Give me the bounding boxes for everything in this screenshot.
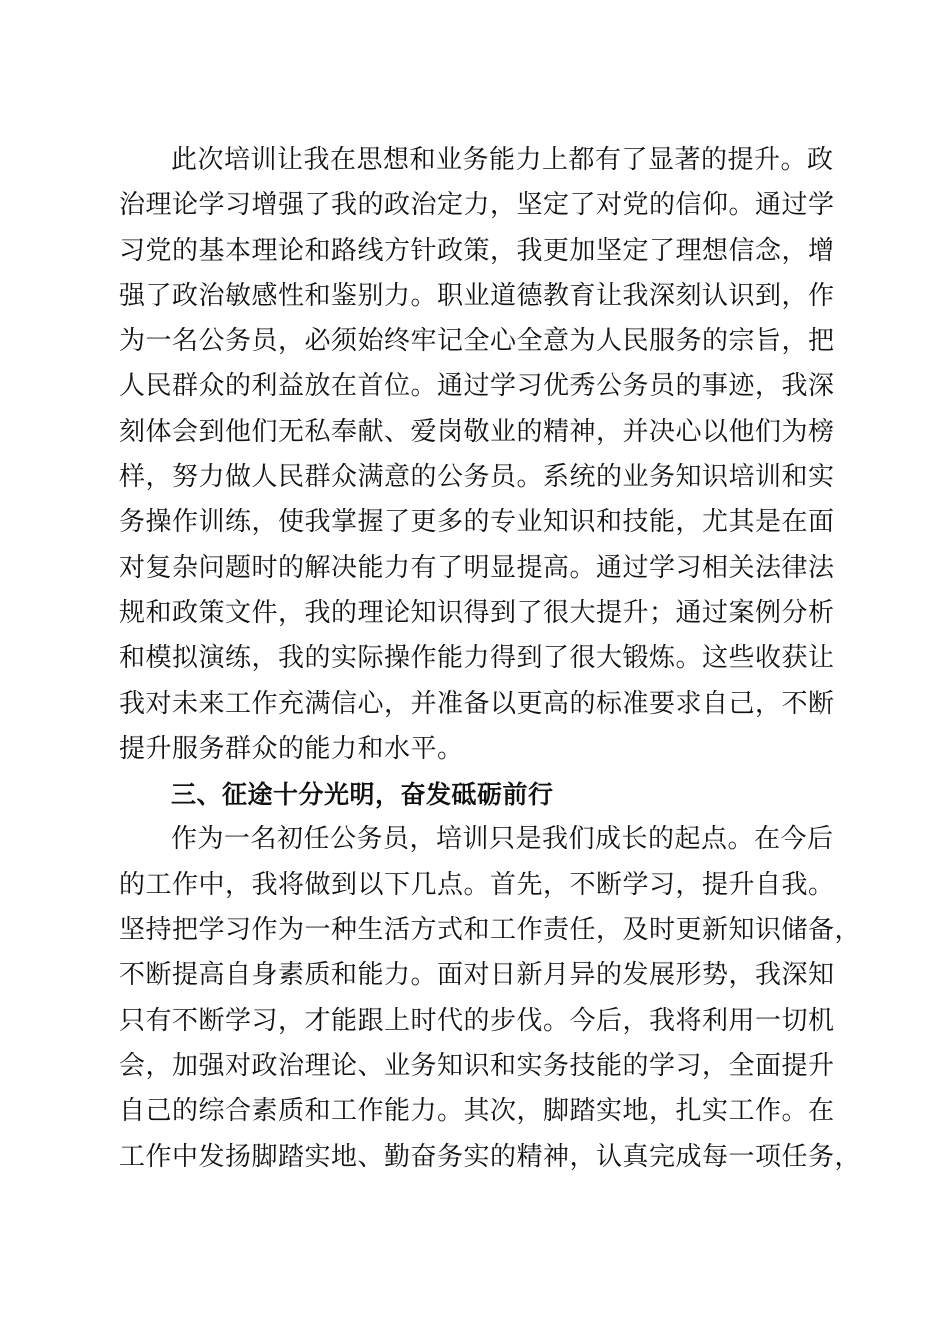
- text-line: 我对未来工作充满信心，并准备以更高的标准要求自己，不断: [119, 688, 835, 719]
- text-line: 人民群众的利益放在首位。通过学习优秀公务员的事迹，我深: [119, 371, 835, 402]
- document-body: [119, 138, 862, 1180]
- text-line: 务操作训练，使我掌握了更多的专业知识和技能，尤其是在面: [119, 507, 835, 538]
- text-line: 提升服务群众的能力和水平。: [119, 733, 464, 764]
- section-heading: 三、征途十分光明，奋发砥砺前行: [171, 780, 554, 810]
- text-line: 习党的基本理论和路线方针政策，我更加坚定了理想信念，增: [119, 235, 835, 266]
- text-line: 对复杂问题时的解决能力有了明显提高。通过学习相关法律法: [119, 552, 835, 583]
- paragraph-future-plans: [119, 817, 862, 1179]
- text-line: 此次培训让我在思想和业务能力上都有了显著的提升。政: [171, 145, 834, 175]
- text-line: 不断提高自身素质和能力。面对日新月异的发展形势，我深知: [119, 960, 835, 991]
- text-line: 为一名公务员，必须始终牢记全心全意为人民服务的宗旨，把: [119, 326, 835, 357]
- text-line: 只有不断学习，才能跟上时代的步伐。今后，我将利用一切机: [119, 1005, 835, 1036]
- text-line: 治理论学习增强了我的政治定力，坚定了对党的信仰。通过学: [119, 190, 835, 221]
- text-line: 的工作中，我将做到以下几点。首先，不断学习，提升自我。: [119, 869, 835, 900]
- text-line: 规和政策文件，我的理论知识得到了很大提升；通过案例分析: [119, 597, 835, 628]
- text-line: 坚持把学习作为一种生活方式和工作责任，及时更新知识储备，: [119, 915, 862, 946]
- text-line: 会，加强对政治理论、业务知识和实务技能的学习，全面提升: [119, 1050, 835, 1081]
- text-line: 和模拟演练，我的实际操作能力得到了很大锻炼。这些收获让: [119, 643, 835, 674]
- paragraph-training-gains: [119, 138, 833, 772]
- text-line: 作为一名初任公务员，培训只是我们成长的起点。在今后: [171, 824, 834, 855]
- text-line: 工作中发扬脚踏实地、勤奋务实的精神，认真完成每一项任务，: [119, 1141, 862, 1172]
- text-line: 强了政治敏感性和鉴别力。职业道德教育让我深刻认识到，作: [119, 280, 835, 311]
- text-line: 刻体会到他们无私奉献、爱岗敬业的精神，并决心以他们为榜: [119, 416, 835, 447]
- text-line: 样，努力做人民群众满意的公务员。系统的业务知识培训和实: [119, 462, 835, 493]
- text-line: 自己的综合素质和工作能力。其次，脚踏实地，扎实工作。在: [119, 1096, 835, 1127]
